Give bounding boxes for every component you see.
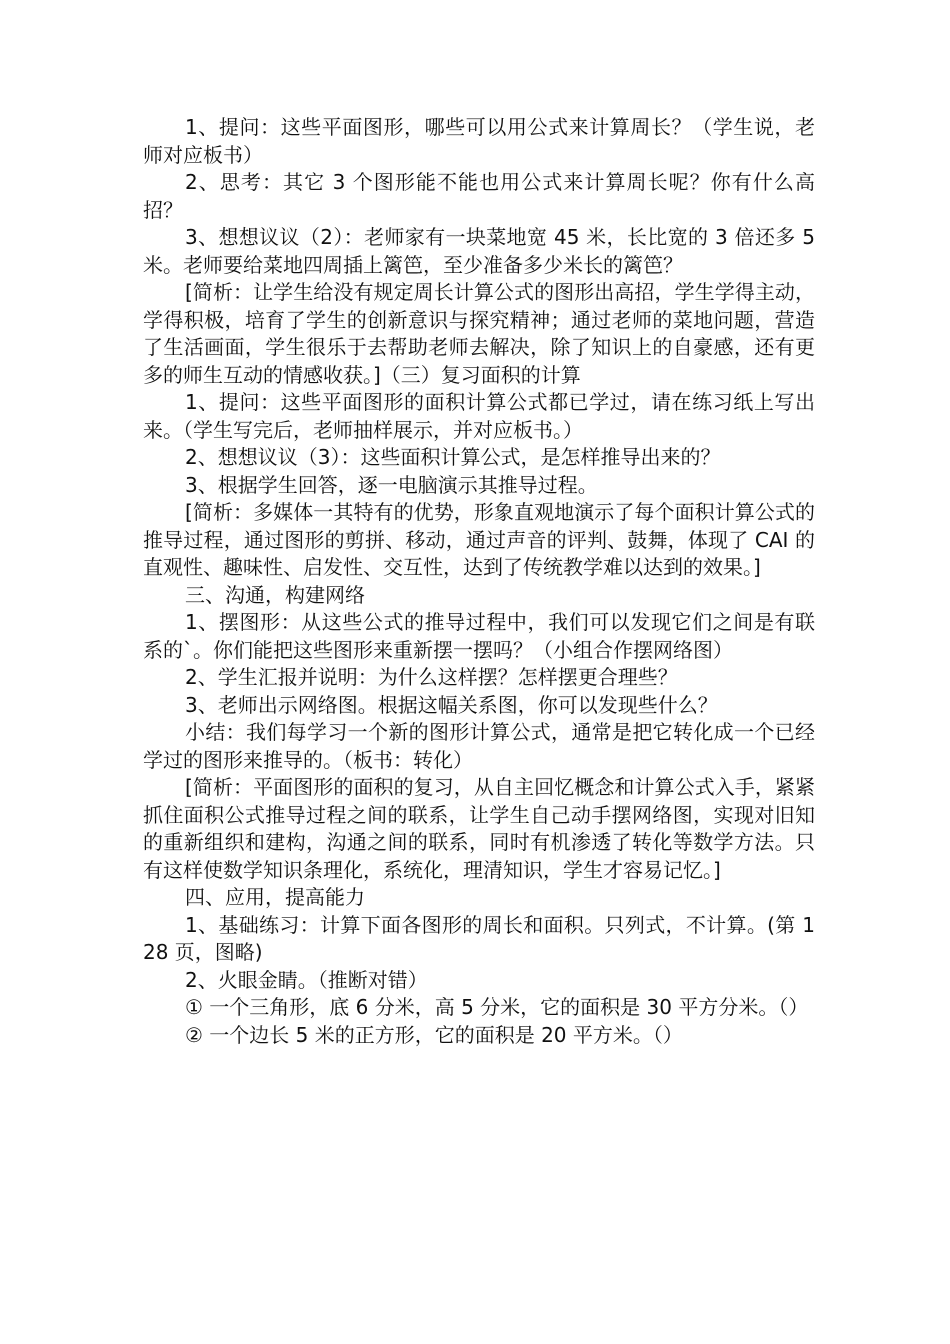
paragraph-summary: 小结：我们每学习一个新的图形计算公式，通常是把它转化成一个已经学过的图形来推导的。（板书：转化）	[143, 720, 815, 772]
paragraph-analysis-3: [简析：平面图形的面积的复习，从自主回忆概念和计算公式入手，紧紧抓住面积公式推导过程之间的联系，让学生自己动手摆网络图，实现对旧知的重新组织和建构，沟通之间的联系，同时有机渗透了转化等数学方法。只有这样使数学知识条理化，系统化，理清知识，学生才容易记忆。]	[143, 775, 815, 882]
paragraph-analysis-1: [简析：让学生给没有规定周长计算公式的图形出高招，学生学得主动，学得积极，培育了学生的创新意识与探究精神；通过老师的菜地问题，营造了生活画面，学生很乐于去帮助老师去解决，除了知识上的自豪感，还有更多的师生互动的情感收获。]（三）复习面积的计算	[143, 280, 815, 387]
paragraph-area-question: 1、提问：这些平面图形的面积计算公式都已学过，请在练习纸上写出来。（学生写完后，老师抽样展示，并对应板书。）	[143, 390, 815, 442]
paragraph-square-item: ② 一个边长 5 米的正方形，它的面积是 20 平方米。（）	[185, 1022, 683, 1047]
paragraph-demo: 3、根据学生回答，逐一电脑演示其推导过程。	[185, 472, 598, 497]
paragraph-discussion-3: 2、想想议议（3）：这些面积计算公式，是怎样推导出来的？	[185, 445, 721, 469]
section-heading-application: 四、应用，提高能力	[185, 885, 365, 909]
document-body	[143, 114, 815, 1049]
paragraph-true-false: 2、火眼金睛。（推断对错）	[185, 967, 428, 992]
paragraph-perimeter-question: 1、提问：这些平面图形，哪些可以用公式来计算周长？（学生说，老师对应板书）	[143, 115, 815, 167]
paragraph-analysis-2: [简析：多媒体一其特有的优势，形象直观地演示了每个面积计算公式的推导过程，通过图形的剪拼、移动，通过声音的评判、鼓舞，体现了 CAI 的直观性、趣味性、启发性、交互性，达到了传统教学难以达到的效果。]	[143, 500, 815, 579]
paragraph-student-report: 2、学生汇报并说明：为什么这样摆？怎样摆更合理些？	[185, 665, 678, 689]
paragraph-arrange-shapes: 1、摆图形：从这些公式的推导过程中，我们可以发现它们之间是有联系的`。你们能把这些图形来重新摆一摆吗？（小组合作摆网络图）	[143, 610, 815, 662]
paragraph-think-question: 2、思考：其它 3 个图形能不能也用公式来计算周长呢？你有什么高招？	[143, 170, 815, 222]
paragraph-basic-exercise: 1、基础练习：计算下面各图形的周长和面积。只列式，不计算。(第 128 页，图略)	[143, 912, 815, 964]
section-heading-network: 三、沟通，构建网络	[185, 582, 365, 607]
paragraph-discussion-2: 3、想想议议（2）：老师家有一块菜地宽 45 米，长比宽的 3 倍还多 5 米。老师要给菜地四周插上篱笆，至少准备多少米长的篱笆？	[143, 225, 815, 277]
paragraph-triangle-item: ① 一个三角形，底 6 分米，高 5 分米，它的面积是 30 平方分米。（）	[185, 995, 809, 1019]
paragraph-network-diagram: 3、老师出示网络图。根据这幅关系图，你可以发现些什么？	[185, 692, 718, 717]
